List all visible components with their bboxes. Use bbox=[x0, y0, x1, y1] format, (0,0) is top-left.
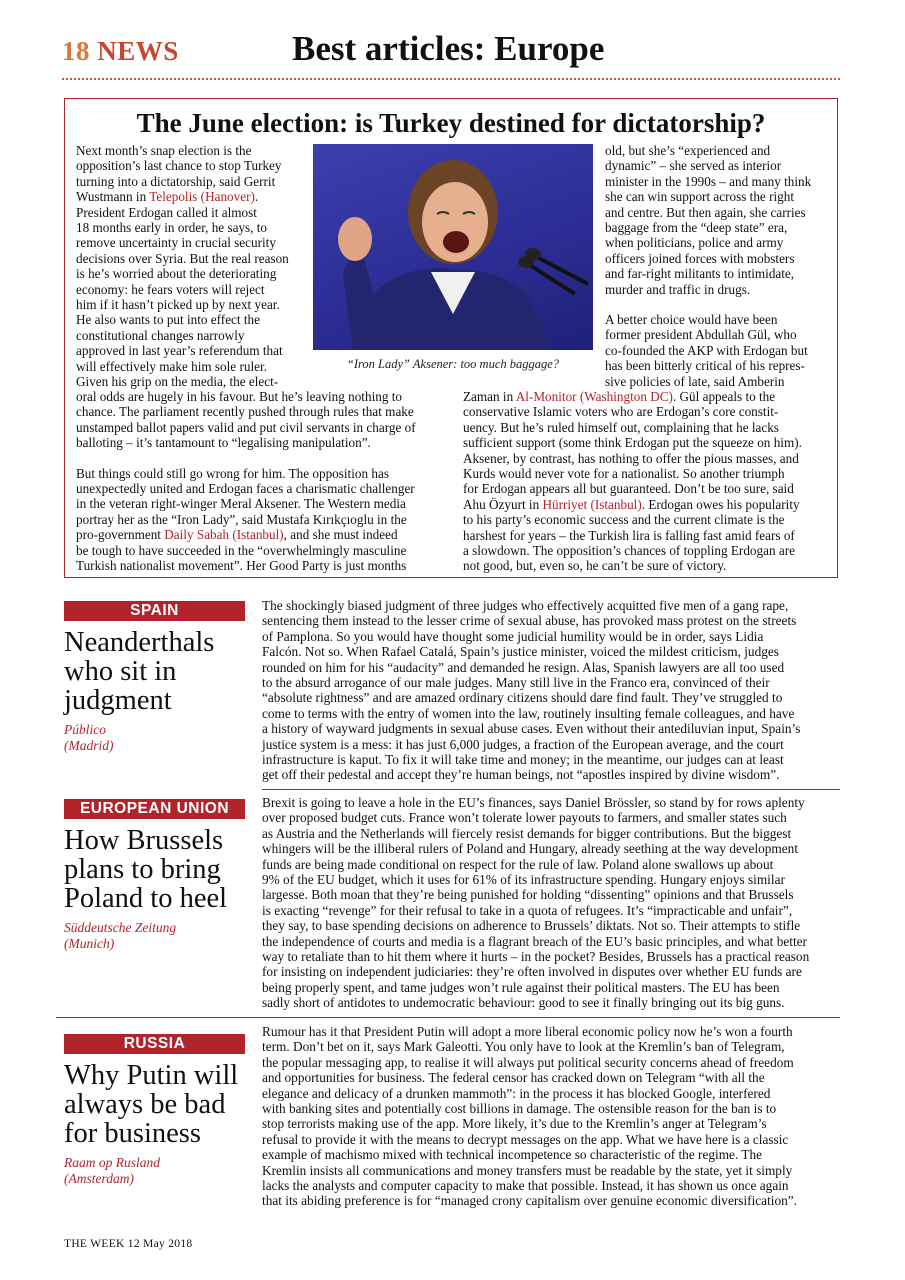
feature-text: , and she must indeed bbox=[283, 527, 398, 543]
feature-line: former president Abdullah Gül, who bbox=[605, 327, 797, 343]
feature-text: Wustmann in bbox=[76, 189, 150, 205]
feature-line: unexpectedly united and Erdogan faces a charismatic challenger bbox=[76, 481, 415, 497]
source-link[interactable]: Hürriyet (Istanbul) bbox=[542, 496, 642, 512]
feature-line: him if it hasn’t picked up by next year. bbox=[76, 297, 280, 313]
feature-line: be tough to have succeeded in the “overwhelmingly masculine bbox=[76, 542, 407, 558]
feature-line: and far-right militants to intimidate, bbox=[605, 266, 795, 282]
feature-text: Zaman in bbox=[463, 389, 516, 404]
body-line: come to terms with the entry of women into the law, routinely insulting female colleagues, and have bbox=[262, 705, 795, 721]
feature-line: unstamped ballot papers valid and put civil servants in charge of bbox=[76, 419, 416, 435]
section-source-russia bbox=[64, 1155, 245, 1187]
feature-line bbox=[76, 527, 456, 542]
feature-line: approved in last year’s referendum that bbox=[76, 343, 283, 359]
feature-line: A better choice would have been bbox=[605, 312, 778, 328]
feature-line: is he’s worried about the deteriorating bbox=[76, 266, 277, 282]
body-line: Kremlin insists all communications and money transfers must be readable by the state, yet it simply bbox=[262, 1162, 793, 1178]
feature-line: harshest for years – the Turkish lira is falling fast amid fears of bbox=[463, 527, 795, 543]
title-line: Why Putin will bbox=[64, 1060, 239, 1091]
feature-line: President Erdogan called it almost bbox=[76, 204, 257, 220]
body-line: “absolute rightness” and are amazed ordinary citizens should dare find fault. They’ve struggled to bbox=[262, 690, 783, 706]
body-line: to the absurd arrogance of our male judges. Many still live in the Franco era, convinced of their bbox=[262, 675, 770, 691]
title-line: who sit in bbox=[64, 656, 177, 687]
feature-line: decisions over Syria. But the real reason bbox=[76, 250, 289, 266]
feature-line bbox=[463, 389, 835, 404]
feature-line: chance. The parliament recently pushed through rules that make bbox=[76, 404, 414, 420]
feature-line: 18 months early in order, he says, to bbox=[76, 220, 268, 236]
section-source-spain bbox=[64, 722, 245, 754]
feature-text: pro-government bbox=[76, 527, 165, 543]
feature-line: Turkish nationalist movement”. Her Good Party is just months bbox=[76, 558, 407, 574]
feature-line: Given his grip on the media, the elect- bbox=[76, 374, 279, 390]
section-body-eu bbox=[262, 795, 840, 1011]
source-line: (Madrid) bbox=[64, 738, 114, 753]
section-divider bbox=[56, 1017, 840, 1018]
section-divider bbox=[262, 789, 840, 790]
feature-line: old, but she’s “experienced and bbox=[605, 143, 771, 158]
body-line: they say, to base spending decisions on adherence to Brussels’ diktats. Not so. Their attempts to stifle bbox=[262, 918, 801, 934]
page-number: 18 bbox=[62, 36, 90, 66]
title-line: always be bad bbox=[64, 1089, 226, 1120]
section-label-spain: SPAIN bbox=[64, 601, 245, 621]
title-line: How Brussels bbox=[64, 825, 224, 856]
feature-line bbox=[76, 189, 308, 204]
body-line: refusal to provide it with the means to decrypt messages on the app. What we have here is a classic bbox=[262, 1131, 789, 1147]
source-link[interactable]: Al-Monitor (Washington DC) bbox=[515, 389, 673, 404]
feature-line: officers joined forces with mobsters bbox=[605, 250, 795, 266]
body-line: infrastructure is kaput. To fix it will take time and money; in the meantime, our judges can at least bbox=[262, 752, 784, 768]
body-line: with banking sites and potentially cost billions in damage. The ostensible reason for the ban is to bbox=[262, 1101, 777, 1117]
section-label-eu: EUROPEAN UNION bbox=[64, 799, 245, 819]
paragraph-gap bbox=[76, 451, 456, 466]
body-line: the independence of courts and media is a flagrant breach of the EU’s basic principles, and what better bbox=[262, 933, 807, 949]
feature-line: not good, but, even so, he can’t be sure of victory. bbox=[463, 558, 727, 574]
body-line: 9% of the EU budget, which it uses for 61% of its infrastructure spending. Hungary enjoys similar bbox=[262, 872, 785, 888]
feature-line: and centre. But then again, she carries bbox=[605, 204, 806, 220]
feature-line: when politicians, police and army bbox=[605, 235, 784, 251]
section-label-russia: RUSSIA bbox=[64, 1034, 245, 1054]
source-line: Raam op Rusland bbox=[64, 1155, 160, 1170]
body-line: the popular messaging app, to realise it will always put political security concerns ahead of freedom bbox=[262, 1054, 794, 1070]
section-title-eu bbox=[64, 826, 254, 913]
body-line: whingers will be the illiberal rulers of Poland and Hungary, already seething at the way development bbox=[262, 841, 799, 857]
feature-line: sive policies of late, said Amberin bbox=[605, 373, 785, 389]
section-body-spain bbox=[262, 598, 840, 783]
feature-line: But things could still go wrong for him. The opposition has bbox=[76, 465, 389, 481]
source-line: Público bbox=[64, 722, 106, 737]
header-dotted-divider bbox=[62, 78, 840, 80]
body-line: Falcón. Not so. When Rafael Catalá, Spain’s justice minister, voiced the mildest criticism, judges bbox=[262, 644, 779, 660]
feature-line: Aksener, by contrast, has nothing to offer the pious masses, and bbox=[463, 450, 799, 466]
body-line: term. Don’t bet on it, says Mark Galeotti. You only have to look at the Kremlin’s ban of Telegram, bbox=[262, 1039, 785, 1055]
page-footer: THE WEEK 12 May 2018 bbox=[64, 1238, 193, 1250]
section-name: NEWS bbox=[97, 36, 179, 66]
feature-col-1 bbox=[76, 143, 308, 390]
feature-text: . Erdogan owes his popularity bbox=[641, 496, 800, 512]
body-line: and opportunities for business. The federal censor has cracked down on Telegram “with all the bbox=[262, 1070, 765, 1086]
section-title-russia bbox=[64, 1061, 254, 1148]
feature-line: economy: he fears voters will reject bbox=[76, 281, 265, 297]
feature-line: uency. But he’s ruled himself out, complaining that he lacks bbox=[463, 419, 779, 435]
source-link[interactable]: Daily Sabah (Istanbul) bbox=[164, 527, 284, 543]
body-line: elegance and delicacy of a drunken mammoth”: in the process it has blocked Google, interfered bbox=[262, 1085, 771, 1101]
feature-col-right bbox=[463, 389, 835, 574]
feature-line: a slowdown. The opposition’s chances of toppling Erdogan are bbox=[463, 543, 795, 559]
feature-line: Next month’s snap election is the bbox=[76, 143, 252, 158]
source-link[interactable]: Telepolis (Hanover) bbox=[149, 189, 255, 205]
section-body-russia bbox=[262, 1024, 840, 1209]
feature-line: has been bitterly critical of his repres- bbox=[605, 358, 805, 374]
body-line: of Pamplona. So you would have thought some judicial humility would be in order, says Lidia bbox=[262, 628, 764, 644]
feature-line: constitutional changes narrowly bbox=[76, 327, 245, 343]
feature-col-wide bbox=[76, 389, 456, 573]
body-line: sadly short of antidotes to undemocratic behaviour: good to see it finally bringing out its big guns. bbox=[262, 995, 785, 1011]
page-section-label bbox=[62, 36, 179, 67]
feature-line: balloting – it’s tantamount to “legalising manipulation”. bbox=[76, 435, 371, 451]
body-line: sentencing them instead to the lesser crime of sexual abuse, has provoked mass protest on the streets bbox=[262, 613, 797, 629]
aksener-illustration bbox=[313, 144, 593, 350]
section-title-spain bbox=[64, 628, 254, 715]
feature-line: opposition’s last chance to stop Turkey bbox=[76, 158, 282, 174]
photo-caption: “Iron Lady” Aksener: too much baggage? bbox=[346, 357, 560, 371]
feature-line: He also wants to put into effect the bbox=[76, 312, 260, 328]
source-line: (Amsterdam) bbox=[64, 1171, 134, 1186]
body-line: funds are being made conditional on respect for the rule of law. Poland alone swallows up about bbox=[262, 856, 774, 872]
feature-text: Ahu Özyurt in bbox=[463, 496, 543, 512]
feature-line: oral odds are hugely in his favour. But he’s leaving nothing to bbox=[76, 389, 402, 404]
feature-line: conservative Islamic voters who are Erdogan’s core constit- bbox=[463, 404, 779, 420]
feature-line: dynamic” – she served as interior bbox=[605, 158, 782, 174]
feature-line: will effectively make him sole ruler. bbox=[76, 358, 267, 374]
feature-text: . Gül appeals to the bbox=[672, 389, 776, 404]
source-line: (Munich) bbox=[64, 936, 115, 951]
body-line: get off their pedestal and accept they’re human beings, not “apostles inspired by divine wisdom”. bbox=[262, 767, 780, 783]
body-line: stop terrorists making use of the app. More likely, it’s due to the Kremlin’s anger at Telegram’s bbox=[262, 1116, 767, 1132]
feature-col-3 bbox=[605, 143, 833, 389]
body-line: a history of wayward judgments in sexual abuse cases. Even without their antediluvian input, Spain’s bbox=[262, 721, 801, 737]
feature-line: for Erdogan appears all but guaranteed. Don’t be too sure, said bbox=[463, 481, 794, 497]
feature-line: minister in the 1990s – and many think bbox=[605, 173, 812, 189]
aksener-photo bbox=[313, 144, 593, 350]
feature-line bbox=[463, 497, 835, 512]
body-line: way to retaliate than to hit them where it hurts – in the pocket? Besides, Brussels has a practical reason bbox=[262, 949, 810, 965]
feature-line: baggage from the “deep state” era, bbox=[605, 220, 788, 236]
title-line: plans to bring bbox=[64, 854, 221, 885]
feature-line: to his party’s economic success and the current climate is the bbox=[463, 512, 785, 528]
title-line: for business bbox=[64, 1118, 201, 1149]
body-line: example of machismo mixed with technical incompetence so characteristic of the regime. The bbox=[262, 1147, 763, 1163]
body-line: rounded on him for his “audacity” and demanded he resign. Alas, Spanish lawyers are all too used bbox=[262, 659, 785, 675]
feature-line: sufficient support (some think Erdogan put the squeeze on him). bbox=[463, 435, 802, 451]
feature-text: . bbox=[254, 189, 259, 205]
feature-line: murder and traffic in drugs. bbox=[605, 281, 751, 297]
title-line: judgment bbox=[64, 685, 172, 716]
body-line: that its abiding preference is for “managed crony capitalism over genuine economic diversification”. bbox=[262, 1193, 797, 1209]
paragraph-gap bbox=[605, 297, 833, 312]
body-line: as Austria and the Netherlands will fiercely resist demands for bigger contributions. But the biggest bbox=[262, 825, 792, 841]
body-line: being properly spent, and tame judges won’t rule against their political masters. The EU has been bbox=[262, 979, 780, 995]
source-line: Süddeutsche Zeitung bbox=[64, 920, 177, 935]
page-title: Best articles: Europe bbox=[292, 29, 605, 68]
body-line: Rumour has it that President Putin will adopt a more liberal economic policy now he’s won a fourth bbox=[262, 1024, 793, 1039]
feature-line: portray her as the “Iron Lady”, said Mustafa Kırıkçıoglu in the bbox=[76, 511, 407, 527]
feature-line: Kurds would never vote for a nationalist. So another triumph bbox=[463, 466, 785, 482]
body-line: for insisting on independent judiciaries: they’re often involved in disputes over whether EU funds are bbox=[262, 964, 802, 980]
section-source-eu bbox=[64, 920, 245, 952]
title-line: Neanderthals bbox=[64, 627, 215, 658]
body-line: is exacting “revenge” for their refusal to take in a quota of refugees. It’s “impracticable and unfair”, bbox=[262, 902, 793, 918]
body-line: over proposed budget cuts. France won’t tolerate lower payouts to farmers, and smaller states such bbox=[262, 810, 787, 826]
body-line: largesse. Both moan that they’re being punished for holding “dissenting” opinions and that Brussels bbox=[262, 887, 794, 903]
body-line: The shockingly biased judgment of three judges who effectively acquitted five men of a gang rape, bbox=[262, 598, 789, 613]
body-line: justice system is a mess: it has just 6,000 judges, a fraction of the European average, and the court bbox=[262, 736, 784, 752]
feature-line: she can win support across the right bbox=[605, 189, 794, 205]
feature-line: in the veteran right-winger Meral Aksener. The Western media bbox=[76, 496, 406, 512]
feature-line: turning into a dictatorship, said Gerrit bbox=[76, 173, 276, 189]
body-line: Brexit is going to leave a hole in the EU’s finances, says Daniel Brössler, so stand by for rows aplenty bbox=[262, 795, 805, 810]
feature-line: co-founded the AKP with Erdogan but bbox=[605, 342, 808, 358]
feature-title: The June election: is Turkey destined for dictatorship? bbox=[136, 108, 766, 138]
title-line: Poland to heel bbox=[64, 883, 228, 914]
feature-line: remove uncertainty in crucial security bbox=[76, 235, 276, 251]
body-line: lacks the analysts and computer capacity to make that possible. Instead, it has shown us once again bbox=[262, 1178, 789, 1194]
